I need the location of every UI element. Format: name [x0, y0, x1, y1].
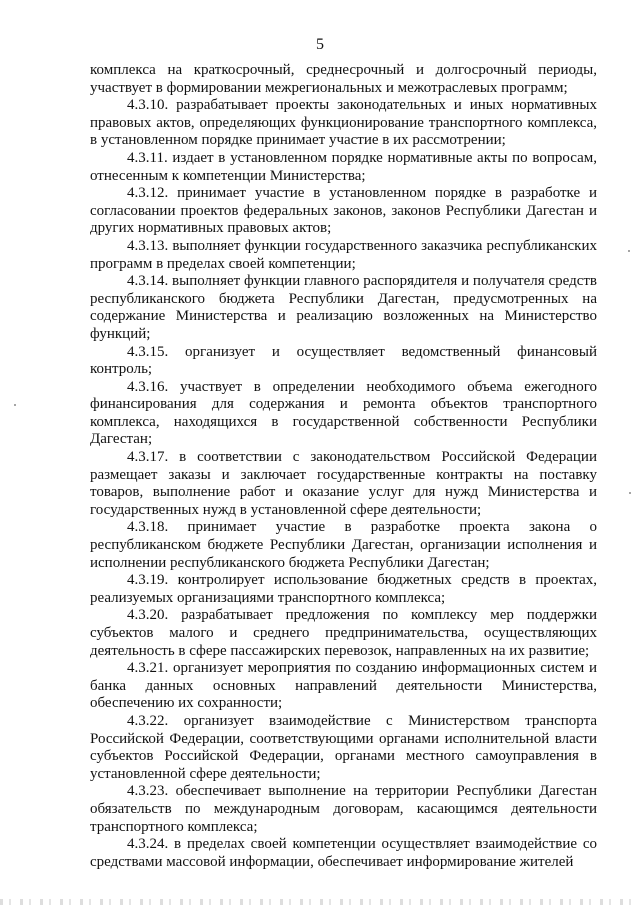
paragraph-4-3-12: 4.3.12. принимает участие в установленном порядке в разработке и согласовании проектов федеральных законов, законов Республики Дагестан и других нормативных правовых актов; [90, 185, 597, 237]
paragraph-4-3-22: 4.3.22. организует взаимодействие с Министерством транспорта Российской Федерации, соответствующими органами исполнительной власти субъектов Российской Федерации, органами местного самоуправления в установленной сфере деятельности; [90, 712, 597, 782]
paragraph-4-3-18: 4.3.18. принимает участие в разработке проекта закона о республиканском бюджете Республики Дагестан, организации исполнения и исполнении республиканского бюджета Республики Дагестан; [90, 519, 597, 571]
paragraph-4-3-16: 4.3.16. участвует в определении необходимого объема ежегодного финансирования для содержания и ремонта объектов транспортного комплекса, находящихся в государственной собственности Республики Дагестан; [90, 378, 597, 448]
page-number: 5 [316, 36, 324, 53]
paragraph-4-3-13: 4.3.13. выполняет функции государственного заказчика республиканских программ в пределах своей компетенции; [90, 237, 597, 272]
paragraph-4-3-17: 4.3.17. в соответствии с законодательством Российской Федерации размещает заказы и заключает государственные контракты на поставку товаров, выполнение работ и оказание услуг для нужд Министерства и государственных нужд в установленной сфере деятельности; [90, 449, 597, 518]
paragraph-4-3-21: 4.3.21. организует мероприятия по созданию информационных систем и банка данных основных направлений деятельности Министерства, обеспечению их сохранности; [90, 660, 597, 712]
paragraph-4-3-19: 4.3.19. контролирует использование бюджетных средств в проектах, реализуемых организациями транспортного комплекса; [90, 572, 597, 606]
document-body [90, 62, 597, 871]
paragraph-4-3-24: 4.3.24. в пределах своей компетенции осуществляет взаимодействие со средствами массовой информации, обеспечивает информирование жителей [90, 836, 597, 870]
paragraph-4-3-11: 4.3.11. издает в установленном порядке нормативные акты по вопросам, отнесенным к компетенции Министерства; [90, 149, 597, 184]
paragraph-4-3-23: 4.3.23. обеспечивает выполнение на территории Республики Дагестан обязательств по международным договорам, касающимся деятельности транспортного комплекса; [90, 783, 597, 835]
scan-speck [14, 404, 16, 406]
scan-edge-noise [0, 899, 640, 905]
paragraph-4-3-20: 4.3.20. разрабатывает предложения по комплексу мер поддержки субъектов малого и среднего предпринимательства, осуществляющих деятельность в сфере пассажирских перевозок, направленных на их развитие; [90, 607, 597, 659]
paragraph-4-3-14: 4.3.14. выполняет функции главного распорядителя и получателя средств республиканского бюджета Республики Дагестан, предусмотренных на содержание Министерства и реализацию возложенных на Министерство функций; [90, 273, 597, 342]
scan-speck [629, 492, 631, 494]
paragraph: комплекса на краткосрочный, среднесрочный и долгосрочный периоды, участвует в формировании межрегиональных и межотраслевых программ; [90, 62, 597, 96]
paragraph-4-3-15: 4.3.15. организует и осуществляет ведомственный финансовый контроль; [90, 343, 597, 378]
scan-speck [628, 250, 630, 252]
paragraph-4-3-10: 4.3.10. разрабатывает проекты законодательных и иных нормативных правовых актов, определяющих функционирование транспортного комплекса, в установленном порядке принимает участие в их рассмотрении; [90, 97, 597, 149]
